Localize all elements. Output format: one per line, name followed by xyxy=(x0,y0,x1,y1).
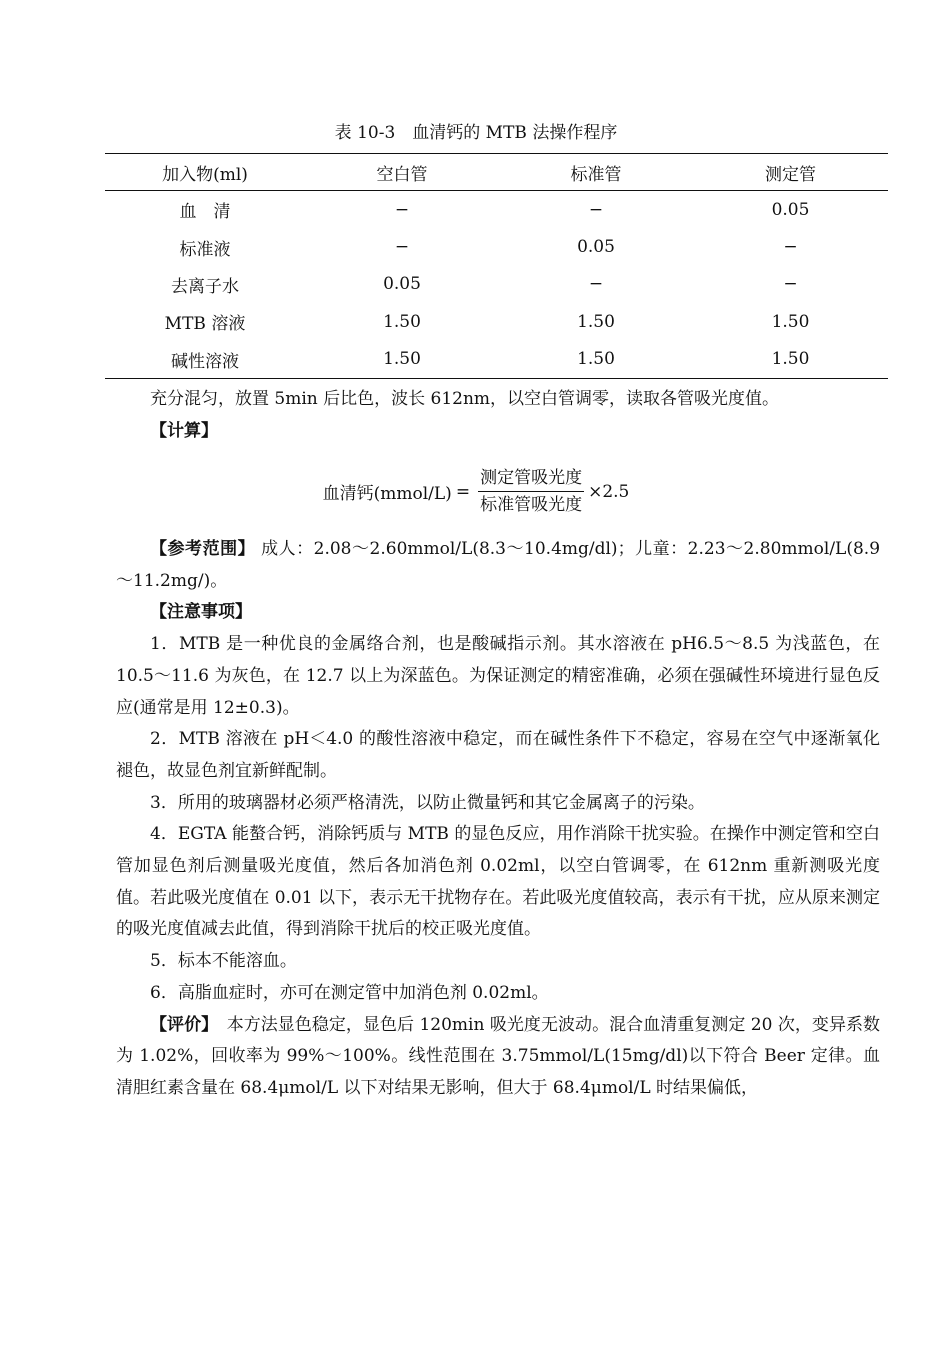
header-cell: 标准管 xyxy=(499,154,693,191)
after-table-text: 充分混匀，放置 5min 后比色，波长 612nm，以空白管调零，读取各管吸光度值。 xyxy=(150,389,780,409)
evaluation-text: 本方法显色稳定，显色后 120min 吸光度无波动。混合血清重复测定 20 次，变异系数为 1.02%，回收率为 99%～100%。线性范围在 3.75mmol/L(15mg/dl)以下符合 Beer 定律。血清胆红素含量在 68.4μmol/L 以下对结果无影响，但大于 68.4μmol/L 时结果偏低， xyxy=(116,1014,881,1098)
note-item: 1．MTB 是一种优良的金属络合剂，也是酸碱指示剂。其水溶液在 pH6.5～8.5 为浅蓝色，在 10.5～11.6 为灰色，在 12.7 以上为深蓝色。为保证测定的精密准确，必须在强碱性环境进行显色反应(通常是用 12±0.3)。 xyxy=(116,634,880,718)
table-cell: 1.50 xyxy=(383,349,421,370)
note-item: 5．标本不能溶血。 xyxy=(150,951,297,972)
header-cell: 空白管 xyxy=(305,154,499,191)
table-cell: 1.50 xyxy=(577,311,615,332)
table-cell: − xyxy=(783,237,798,258)
table-cell: − xyxy=(783,274,798,295)
table-cell: MTB 溶液 xyxy=(164,314,246,335)
table-row xyxy=(105,191,888,229)
table-cell: 0.05 xyxy=(771,199,810,220)
reference-paragraph xyxy=(116,534,880,597)
calc-heading: 【计算】 xyxy=(150,420,218,441)
table-cell: − xyxy=(588,274,604,295)
reference-heading: 【参考范围】 xyxy=(150,539,256,559)
table-cell: 1.50 xyxy=(771,311,810,332)
table-row xyxy=(105,303,888,340)
formula-equals: = xyxy=(455,481,471,502)
formula-numerator: 测定管吸光度 xyxy=(478,467,584,492)
note-item: 4．EGTA 能螯合钙，消除钙质与 MTB 的显色反应，用作消除干扰实验。在操作中测定管和空白管加显色剂后测量吸光度值，然后各加消色剂 0.02ml，以空白管调零，在 612nm 重新测吸光度值。若此吸光度值在 0.01 以下，表示无干扰物存在。若此吸光度值较高，表示有干扰，应从原来测定的吸光度值减去此值，得到消除干扰后的校正吸光度值。 xyxy=(116,824,880,940)
body-text xyxy=(116,534,880,1105)
table-cell: 去离子水 xyxy=(171,276,239,297)
table-cell: − xyxy=(394,199,410,220)
reference-text: 成人：2.08～2.60mmol/L(8.3～10.4mg/dl)；儿童：2.23～2.80mmol/L(8.9～11.2mg/)。 xyxy=(116,539,881,591)
table-cell: − xyxy=(394,237,410,258)
table-row xyxy=(105,266,888,303)
table-row xyxy=(105,228,888,265)
evaluation-heading: 【评价】 xyxy=(150,1014,210,1035)
formula-lhs: 血清钙(mmol/L) xyxy=(322,484,452,504)
table-cell: 标准液 xyxy=(179,239,231,260)
table-header-row xyxy=(105,154,888,191)
formula-fraction xyxy=(478,467,584,516)
table-caption: 表 10-3 血清钙的 MTB 法操作程序 xyxy=(334,123,618,143)
table-cell: 0.05 xyxy=(383,274,421,295)
table-cell: − xyxy=(588,199,604,220)
table-cell: 血 清 xyxy=(179,202,231,223)
formula-denominator: 标准管吸光度 xyxy=(480,495,583,515)
calc-formula xyxy=(0,467,952,516)
notes-heading: 【注意事项】 xyxy=(150,602,252,623)
note-item: 2．MTB 溶液在 pH＜4.0 的酸性溶液中稳定，而在碱性条件下不稳定，容易在空气中逐渐氧化褪色，故显色剂宜新鲜配制。 xyxy=(116,729,880,781)
table-cell: 1.50 xyxy=(383,311,421,332)
table-cell: 1.50 xyxy=(577,349,615,370)
table-cell: 碱性溶液 xyxy=(171,351,239,372)
table-cell: 0.05 xyxy=(577,237,615,258)
table-cell: 1.50 xyxy=(771,349,810,370)
table-row xyxy=(105,341,888,379)
evaluation-paragraph xyxy=(116,1010,880,1105)
formula-factor: ×2.5 xyxy=(588,481,630,502)
note-item: 6．高脂血症时，亦可在测定管中加消色剂 0.02ml。 xyxy=(150,982,549,1003)
procedure-table xyxy=(105,153,888,379)
note-item: 3．所用的玻璃器材必须严格清洗，以防止微量钙和其它金属离子的污染。 xyxy=(150,792,705,813)
after-table-block xyxy=(116,384,880,447)
header-cell: 加入物(ml) xyxy=(105,154,305,191)
header-cell: 测定管 xyxy=(693,154,888,191)
